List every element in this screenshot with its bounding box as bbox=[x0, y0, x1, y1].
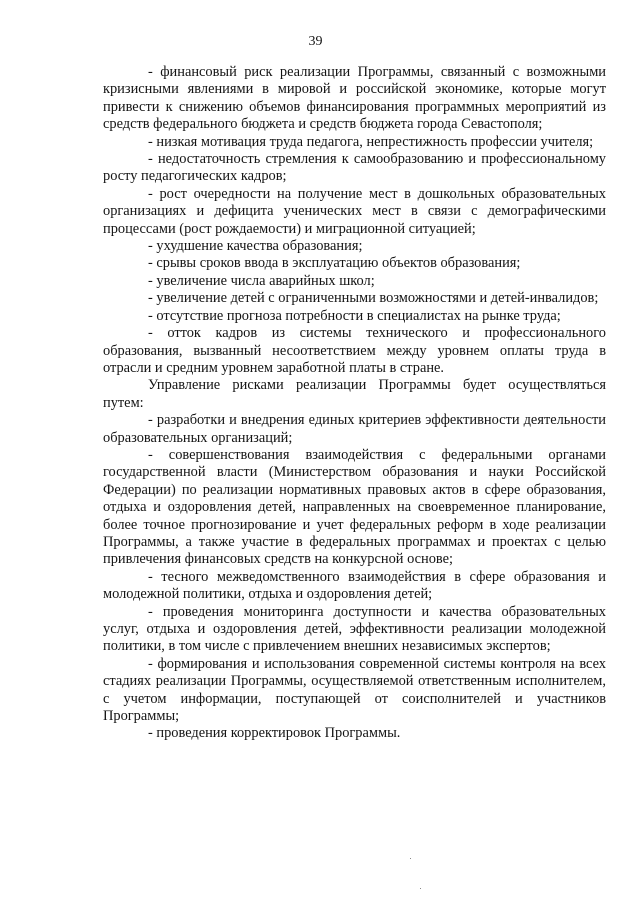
risk-item-motivation: - низкая мотивация труда педагога, непрестижность профессии учителя; bbox=[148, 133, 594, 150]
risk-item-deadlines: - срывы сроков ввода в эксплуатацию объектов образования; bbox=[148, 255, 521, 272]
risk-item-financial: - финансовый риск реализации Программы, связанный с возможными кризисными явлениями в мировой и российской экономике, которые могут привести к снижению объемов финансирования программных мероприятий из средств федерального бюджета и средств бюджета города Севастополя; bbox=[103, 64, 606, 133]
measure-control-system: - формирования и использования современной системы контроля на всех стадиях реализации Программы, осуществляемой ответственным исполнителем, с учетом информации, поступающей от соисполнителей и участников Программы; bbox=[103, 655, 606, 725]
page-body bbox=[103, 64, 606, 743]
page-number: 39 bbox=[308, 34, 323, 49]
measure-adjustments: - проведения корректировок Программы. bbox=[148, 725, 401, 742]
scan-speck bbox=[410, 858, 411, 859]
measure-federal-cooperation: - совершенствования взаимодействия с федеральными органами государственной власти (Министерством образования и науки Российской Федерации) по реализации нормативных правовых актов в сфере образования, отдыха и оздоровления детей, направленных на своевременное планирование, более точное прогнозирование и учет федеральных реформ в ходе реализации Программы, а также участие в федеральных программах и проектах с целью привлечения финансовых средств на конкурсной основе; bbox=[103, 446, 606, 568]
risk-item-disabled-children: - увеличение детей с ограниченными возможностями и детей-инвалидов; bbox=[148, 290, 599, 307]
risk-item-quality: - ухудшение качества образования; bbox=[148, 238, 363, 255]
risk-item-emergency-schools: - увеличение числа аварийных школ; bbox=[148, 272, 375, 289]
risk-item-staff-outflow: - отток кадров из системы технического и профессионального образования, вызванный несоответствием между уровнем оплаты труда в отрасли и средним уровнем заработной платы в стране. bbox=[103, 325, 606, 376]
measure-criteria: - разработки и внедрения единых критериев эффективности деятельности образовательных организаций; bbox=[103, 412, 606, 446]
risk-item-queue: - рост очередности на получение мест в дошкольных образовательных организациях и дефицита ученических мест в связи с демографическими процессами (рост рождаемости) и миграционной ситуацией; bbox=[103, 185, 606, 237]
management-intro: Управление рисками реализации Программы будет осуществляться путем: bbox=[103, 377, 606, 411]
scan-speck bbox=[420, 888, 421, 889]
measure-interdepartmental: - тесного межведомственного взаимодействия в сфере образования и молодежной политики, отдыха и оздоровления детей; bbox=[103, 568, 606, 603]
risk-item-self-education: - недостаточность стремления к самообразованию и профессиональному росту педагогических кадров; bbox=[103, 151, 606, 185]
measure-monitoring: - проведения мониторинга доступности и качества образовательных услуг, отдыха и оздоровления детей, эффективности реализации молодежной политики, в том числе с привлечением внешних независимых экспертов; bbox=[103, 603, 606, 655]
risk-item-forecast: - отсутствие прогноза потребности в специалистах на рынке труда; bbox=[148, 307, 561, 324]
